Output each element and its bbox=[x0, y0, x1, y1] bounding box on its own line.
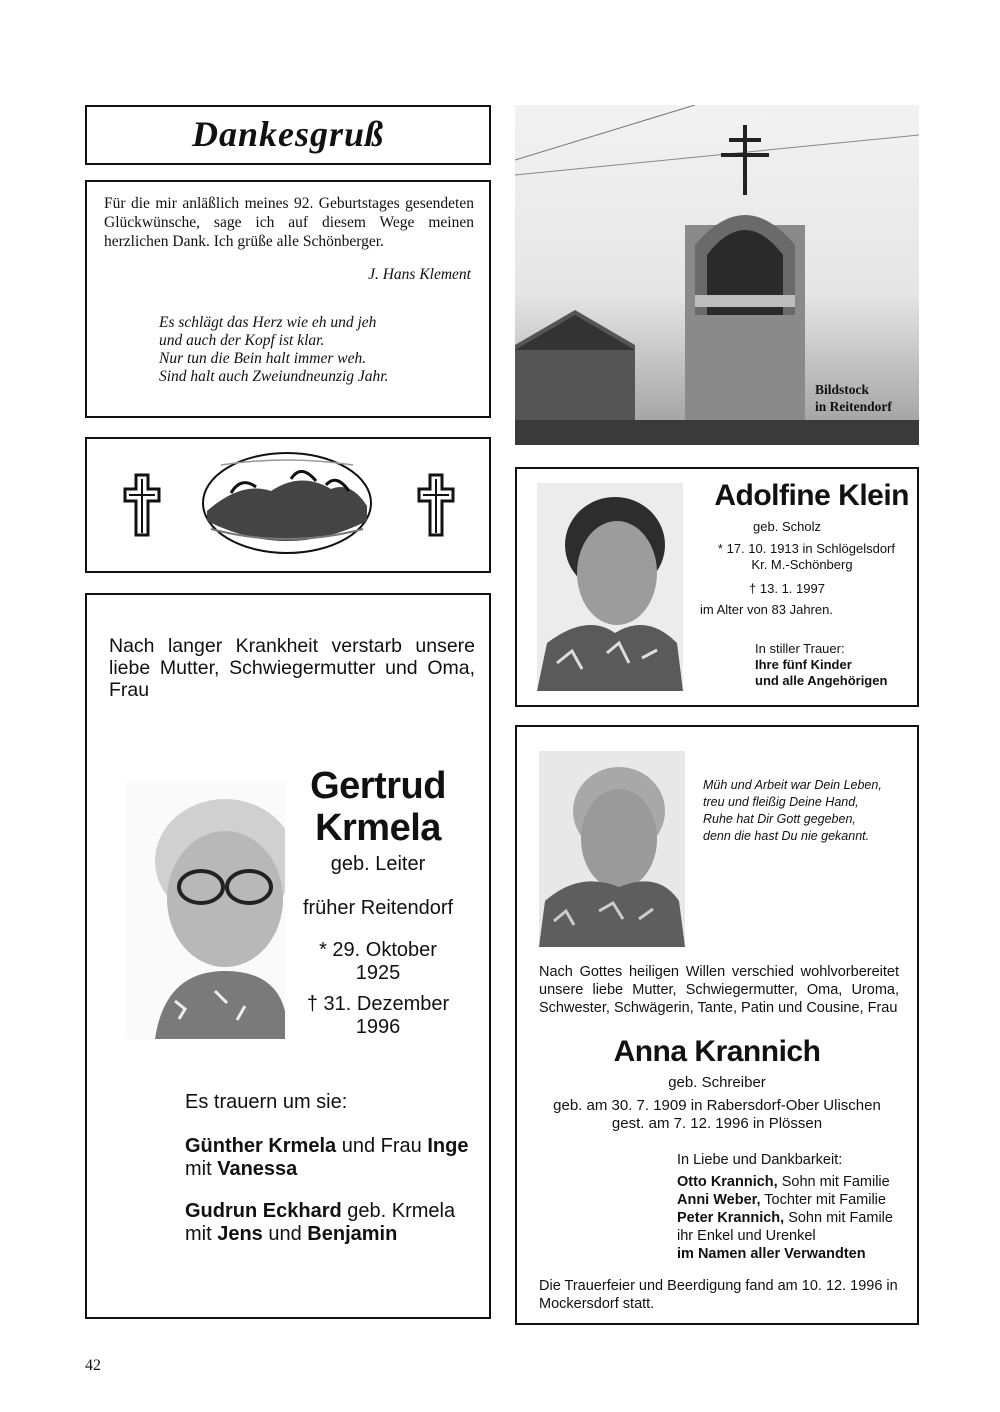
klein-mourning bbox=[755, 641, 887, 689]
mourner-name: Inge bbox=[427, 1135, 469, 1157]
mourner-line: im Namen aller Verwandten bbox=[677, 1246, 866, 1262]
krannich-intro: Nach Gottes heiligen Willen verschied wohlvorbereitet unsere liebe Mutter, Schwiegermutter, Oma, Uroma, Schwester, Schwägerin, Tante, Patin und Cousine, Frau bbox=[539, 964, 899, 1016]
mourner-conj: mit bbox=[185, 1158, 218, 1180]
dankesgruss-title: Dankesgruß bbox=[191, 114, 385, 154]
mourner-conj: und Frau bbox=[336, 1135, 428, 1157]
cross-icon bbox=[417, 473, 455, 537]
mourner-name: Anni Weber, bbox=[677, 1192, 761, 1208]
born-line: * 29. Oktober bbox=[319, 939, 437, 961]
poem-line: Nur tun die Bein halt immer weh. bbox=[159, 350, 367, 367]
mourner-name: Vanessa bbox=[217, 1158, 298, 1180]
mourner-name: Benjamin bbox=[307, 1223, 398, 1245]
dankesgruss-poem bbox=[159, 314, 388, 386]
page-number: 42 bbox=[85, 1357, 101, 1374]
krmela-first-name: Gertrud bbox=[310, 765, 446, 807]
portrait-illustration bbox=[125, 781, 285, 1039]
krmela-portrait bbox=[125, 781, 285, 1039]
krannich-died: gest. am 7. 12. 1996 in Plössen bbox=[611, 1115, 823, 1132]
portrait-illustration bbox=[539, 751, 685, 947]
caption-line: Bildstock bbox=[815, 382, 870, 397]
mourner-relation: Sohn mit Famile bbox=[784, 1210, 893, 1226]
mourners-line: Ihre fünf Kinder bbox=[755, 657, 852, 672]
poem-line: treu und fleißig Deine Hand, bbox=[703, 795, 859, 809]
krmela-former: früher Reitendorf bbox=[302, 897, 454, 919]
krannich-maiden: geb. Schreiber bbox=[668, 1074, 766, 1091]
obituary-krannich bbox=[515, 725, 919, 1325]
mourner-line bbox=[185, 1158, 468, 1181]
poem-line: Sind halt auch Zweiundneunzig Jahr. bbox=[159, 368, 389, 385]
klein-portrait bbox=[537, 483, 683, 691]
mourner-name: Günther Krmela bbox=[185, 1135, 337, 1157]
died-line: † 31. Dezember bbox=[306, 993, 450, 1015]
mourner-relation: Tochter mit Familie bbox=[760, 1192, 886, 1208]
mourner-line bbox=[677, 1209, 893, 1227]
dankesgruss-title-box bbox=[85, 105, 491, 165]
portrait-illustration bbox=[537, 483, 683, 691]
krannich-born: geb. am 30. 7. 1909 in Rabersdorf-Ober Ulischen bbox=[553, 1097, 881, 1114]
krannich-poem bbox=[703, 777, 882, 845]
krmela-died bbox=[287, 993, 469, 1039]
mourner-name: Peter Krannich, bbox=[677, 1210, 785, 1226]
poem-line: Ruhe hat Dir Gott gegeben, bbox=[703, 812, 856, 826]
born-line: 1925 bbox=[355, 962, 401, 984]
caption-line: in Reitendorf bbox=[815, 399, 892, 414]
obituary-klein bbox=[515, 467, 919, 707]
poem-line: Es schlägt das Herz wie eh und jeh bbox=[159, 314, 377, 331]
poem-line: denn die hast Du nie gekannt. bbox=[703, 829, 870, 843]
cross-emblem-box bbox=[85, 437, 491, 573]
obituary-krmela bbox=[85, 593, 491, 1319]
klein-age: im Alter von 83 Jahren. bbox=[700, 602, 833, 617]
mourner-name: Jens bbox=[217, 1223, 263, 1245]
krmela-intro: Nach langer Krankheit verstarb unsere liebe Mutter, Schwiegermutter und Oma, Frau bbox=[109, 635, 475, 701]
cross-icon bbox=[123, 473, 161, 537]
born-line: Kr. M.-Schönberg bbox=[751, 557, 853, 572]
landscape-icon bbox=[201, 451, 373, 555]
mourners-line: und alle Angehörigen bbox=[755, 673, 888, 688]
klein-died: † 13. 1. 1997 bbox=[749, 581, 825, 596]
krannich-funeral: Die Trauerfeier und Beerdigung fand am 10. 12. 1996 in Mockersdorf statt. bbox=[539, 1278, 898, 1312]
krmela-mourn-label: Es trauern um sie: bbox=[185, 1091, 348, 1113]
died-line: 1996 bbox=[355, 1016, 401, 1038]
poem-line: und auch der Kopf ist klar. bbox=[159, 332, 325, 349]
bildstock-photo bbox=[515, 105, 919, 445]
born-line: * 17. 10. 1913 in Schlögelsdorf bbox=[717, 541, 895, 556]
mourner-line bbox=[185, 1223, 455, 1246]
mourning-label: In stiller Trauer: bbox=[755, 641, 845, 656]
krannich-name: Anna Krannich bbox=[613, 1035, 821, 1068]
poem-line: Müh und Arbeit war Dein Leben, bbox=[703, 778, 882, 792]
krmela-mourners-2 bbox=[185, 1200, 455, 1246]
krmela-born bbox=[287, 939, 469, 985]
mourner-conj: mit bbox=[185, 1223, 218, 1245]
mourner-line bbox=[185, 1135, 468, 1158]
mourner-name: Otto Krannich, bbox=[677, 1174, 778, 1190]
krannich-portrait bbox=[539, 751, 685, 947]
mourner-name: Gudrun Eckhard bbox=[185, 1200, 342, 1222]
krmela-last-name: Krmela bbox=[315, 807, 441, 849]
krmela-maiden: geb. Leiter bbox=[330, 853, 426, 875]
krannich-mourners bbox=[677, 1151, 893, 1263]
dankesgruss-body: Für die mir anläßlich meines 92. Geburtstages gesendeten Glückwünsche, sage ich auf diesem Wege meinen herzlichen Dank. Ich grüße alle Schönberger. bbox=[104, 195, 474, 250]
mourner-conj: und bbox=[262, 1223, 308, 1245]
dankesgruss-box bbox=[85, 180, 491, 418]
mourner-line bbox=[677, 1173, 893, 1191]
klein-maiden: geb. Scholz bbox=[753, 519, 821, 534]
mourner-relation: Sohn mit Familie bbox=[777, 1174, 890, 1190]
klein-name: Adolfine Klein bbox=[714, 479, 909, 512]
krmela-mourners-1 bbox=[185, 1135, 468, 1181]
mourner-line bbox=[185, 1200, 455, 1223]
bildstock-caption bbox=[815, 381, 892, 415]
thanks-label: In Liebe und Dankbarkeit: bbox=[677, 1152, 843, 1168]
dankesgruss-signature: J. Hans Klement bbox=[368, 266, 471, 283]
mourner-line: ihr Enkel und Urenkel bbox=[677, 1228, 816, 1244]
mourner-line bbox=[677, 1191, 893, 1209]
klein-born bbox=[689, 541, 895, 573]
mourner-conj: geb. Krmela bbox=[341, 1200, 456, 1222]
